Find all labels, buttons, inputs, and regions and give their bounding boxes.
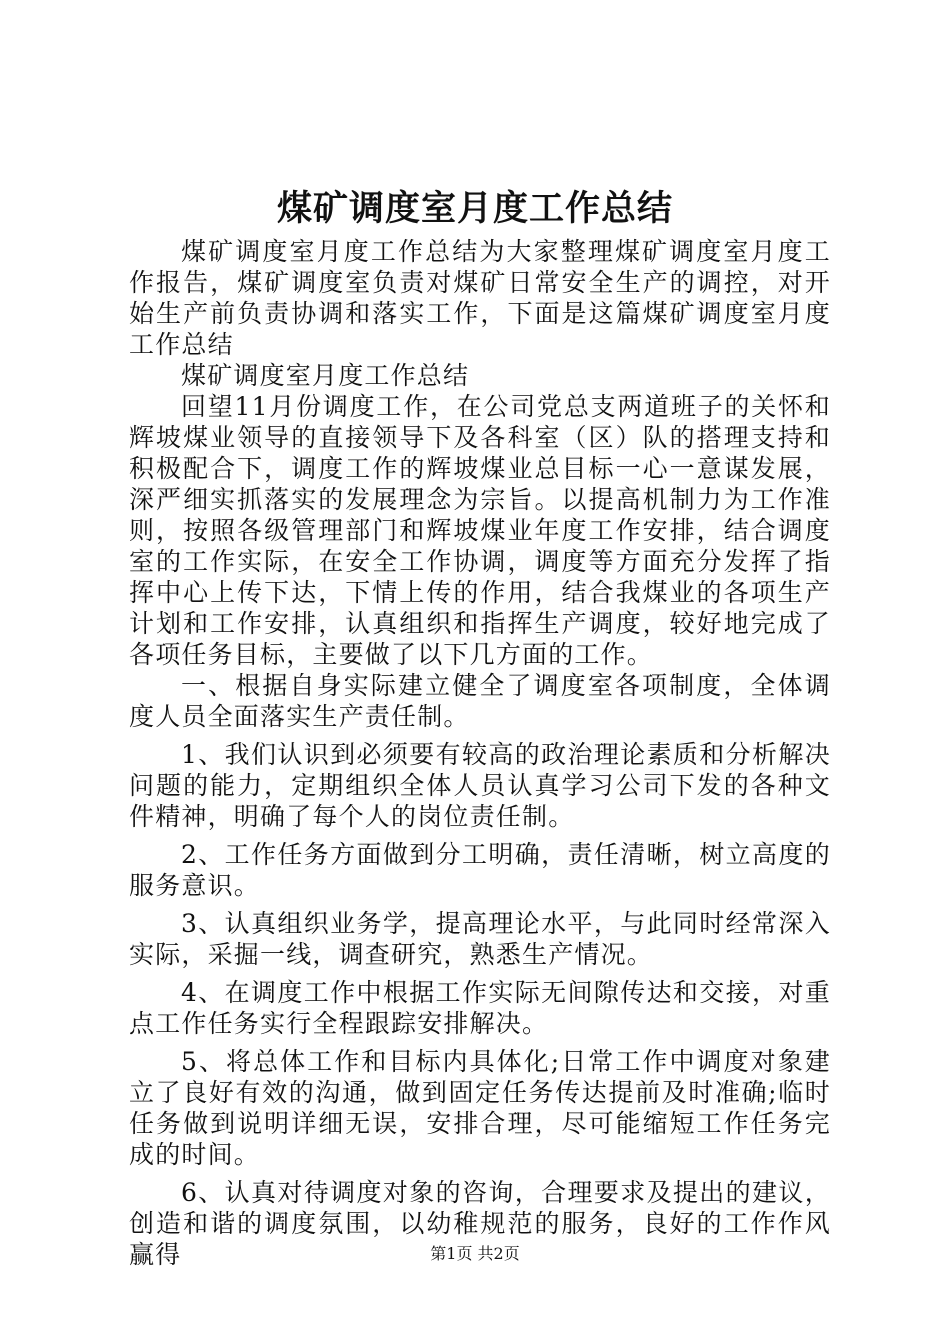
paragraph-section-1: 一、根据自身实际建立健全了调度室各项制度，全体调度人员全面落实生产责任制。 [129,671,831,731]
paragraph-item-1: 1、我们认识到必须要有较高的政治理论素质和分析解决问题的能力，定期组织全体人员认真学习公司下发的各种文件精神，明确了每个人的岗位责任制。 [129,740,831,831]
paragraph-item-2: 2、工作任务方面做到分工明确，责任清晰，树立高度的服务意识。 [129,840,831,900]
paragraph-item-4: 4、在调度工作中根据工作实际无间隙传达和交接，对重点工作任务实行全程跟踪安排解决。 [129,978,831,1038]
page-footer: 第1页 共2页 [430,1244,520,1263]
paragraph-item-6: 6、认真对待调度对象的咨询，合理要求及提出的建议，创造和谐的调度氛围，以幼稚规范的服务，良好的工作作风赢得 [129,1178,831,1269]
paragraph-intro: 煤矿调度室月度工作总结为大家整理煤矿调度室月度工作报告，煤矿调度室负责对煤矿日常安全生产的调控，对开始生产前负责协调和落实工作，下面是这篇煤矿调度室月度工作总结 [129,237,831,359]
paragraph-subtitle: 煤矿调度室月度工作总结 [181,361,470,390]
document-body [129,236,831,1270]
paragraph-item-3: 3、认真组织业务学，提高理论水平，与此同时经常深入实际，采掘一线，调查研究，熟悉生产情况。 [129,909,831,969]
paragraph-review: 回望11月份调度工作，在公司党总支两道班子的关怀和辉坡煤业领导的直接领导下及各科室（区）队的搭理支持和积极配合下，调度工作的辉坡煤业总目标一心一意谋发展，深严细实抓落实的发展理念为宗旨。以提高机制力为工作准则，按照各级管理部门和辉坡煤业年度工作安排，结合调度室的工作实际，在安全工作协调，调度等方面充分发挥了指挥中心上传下达，下情上传的作用，结合我煤业的各项生产计划和工作安排，认真组织和指挥生产调度，较好地完成了各项任务目标，主要做了以下几方面的工作。 [129,392,831,669]
paragraph-item-5: 5、将总体工作和目标内具体化;日常工作中调度对象建立了良好有效的沟通，做到固定任务传达提前及时准确;临时任务做到说明详细无误，安排合理，尽可能缩短工作任务完成的时间。 [129,1047,831,1169]
document-title: 煤矿调度室月度工作总结 [276,188,673,229]
